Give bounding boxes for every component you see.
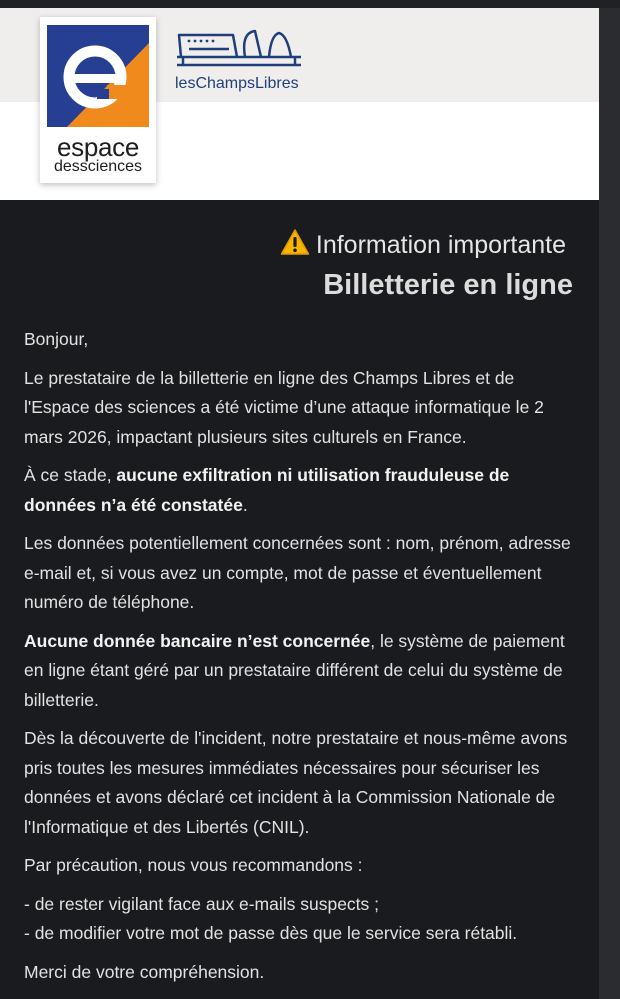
paragraph-recommendation: Par précaution, nous vous recommandons : — [24, 855, 363, 875]
list-item: - de rester vigilant face aux e-mails suspects ; — [24, 893, 380, 914]
list-item: - de modifier votre mot de passe dès que le service sera rétabli. — [24, 923, 518, 943]
champs-libres-logo[interactable] — [175, 27, 305, 97]
email-header — [0, 8, 599, 200]
status-end: . — [242, 494, 248, 515]
paragraph-measures: Dès la découverte de l'incident, notre prestataire et nous-même avons pris toutes les mesures immédiates nécessaires pour sécuriser les données et avons déclaré cet incident à la Commission Nationale de l'Informatique et des Libertés (CNIL). — [24, 728, 568, 837]
notice-panel — [0, 200, 599, 999]
greeting-text: Bonjour, — [24, 329, 89, 349]
espace-logo-line1: espace — [56, 132, 140, 162]
paragraph-data-affected: Les données potentiellement concernées sont : nom, prénom, adresse e-mail et, si vous avez un compte, mot de passe et éventuellement numéro de téléphone. — [24, 533, 571, 612]
info-heading-text: Information importante — [315, 231, 566, 259]
espace-des-sciences-logo[interactable] — [40, 17, 156, 183]
info-heading — [280, 228, 566, 260]
espace-logo-mark-icon — [47, 25, 149, 127]
paragraph-status — [24, 461, 584, 520]
champs-libres-building-icon — [175, 27, 303, 71]
status-intro: À ce stade, — [24, 465, 117, 485]
notice-body — [24, 325, 584, 996]
champs-libres-logo-text: lesChampsLibres — [175, 75, 299, 92]
recommendation-list — [24, 890, 584, 949]
closing-text: Merci de votre compréhension. — [24, 961, 265, 982]
top-strip — [0, 0, 620, 8]
paragraph-banking — [24, 627, 584, 716]
banking-emphasis: Aucune donnée bancaire n’est concernée — [24, 630, 371, 651]
espace-logo-line2: dessciences — [53, 158, 143, 175]
scrollbar-track[interactable] — [599, 8, 620, 999]
paragraph-incident: Le prestataire de la billetterie en ligne des Champs Libres et de l'Espace des sciences a été victime d’une attaque informatique le 2 mars 2026, impactant plusieurs sites culturels en France. — [24, 367, 544, 447]
warning-icon — [280, 228, 310, 256]
banking-rest: , le système de paiement en ligne étant géré par un prestataire différent de celui du système de billetterie. — [24, 630, 565, 710]
page-title: Billetterie en ligne — [323, 269, 573, 301]
status-emphasis: aucune exfiltration ni utilisation frauduleuse de données n’a été constatée — [24, 465, 510, 515]
